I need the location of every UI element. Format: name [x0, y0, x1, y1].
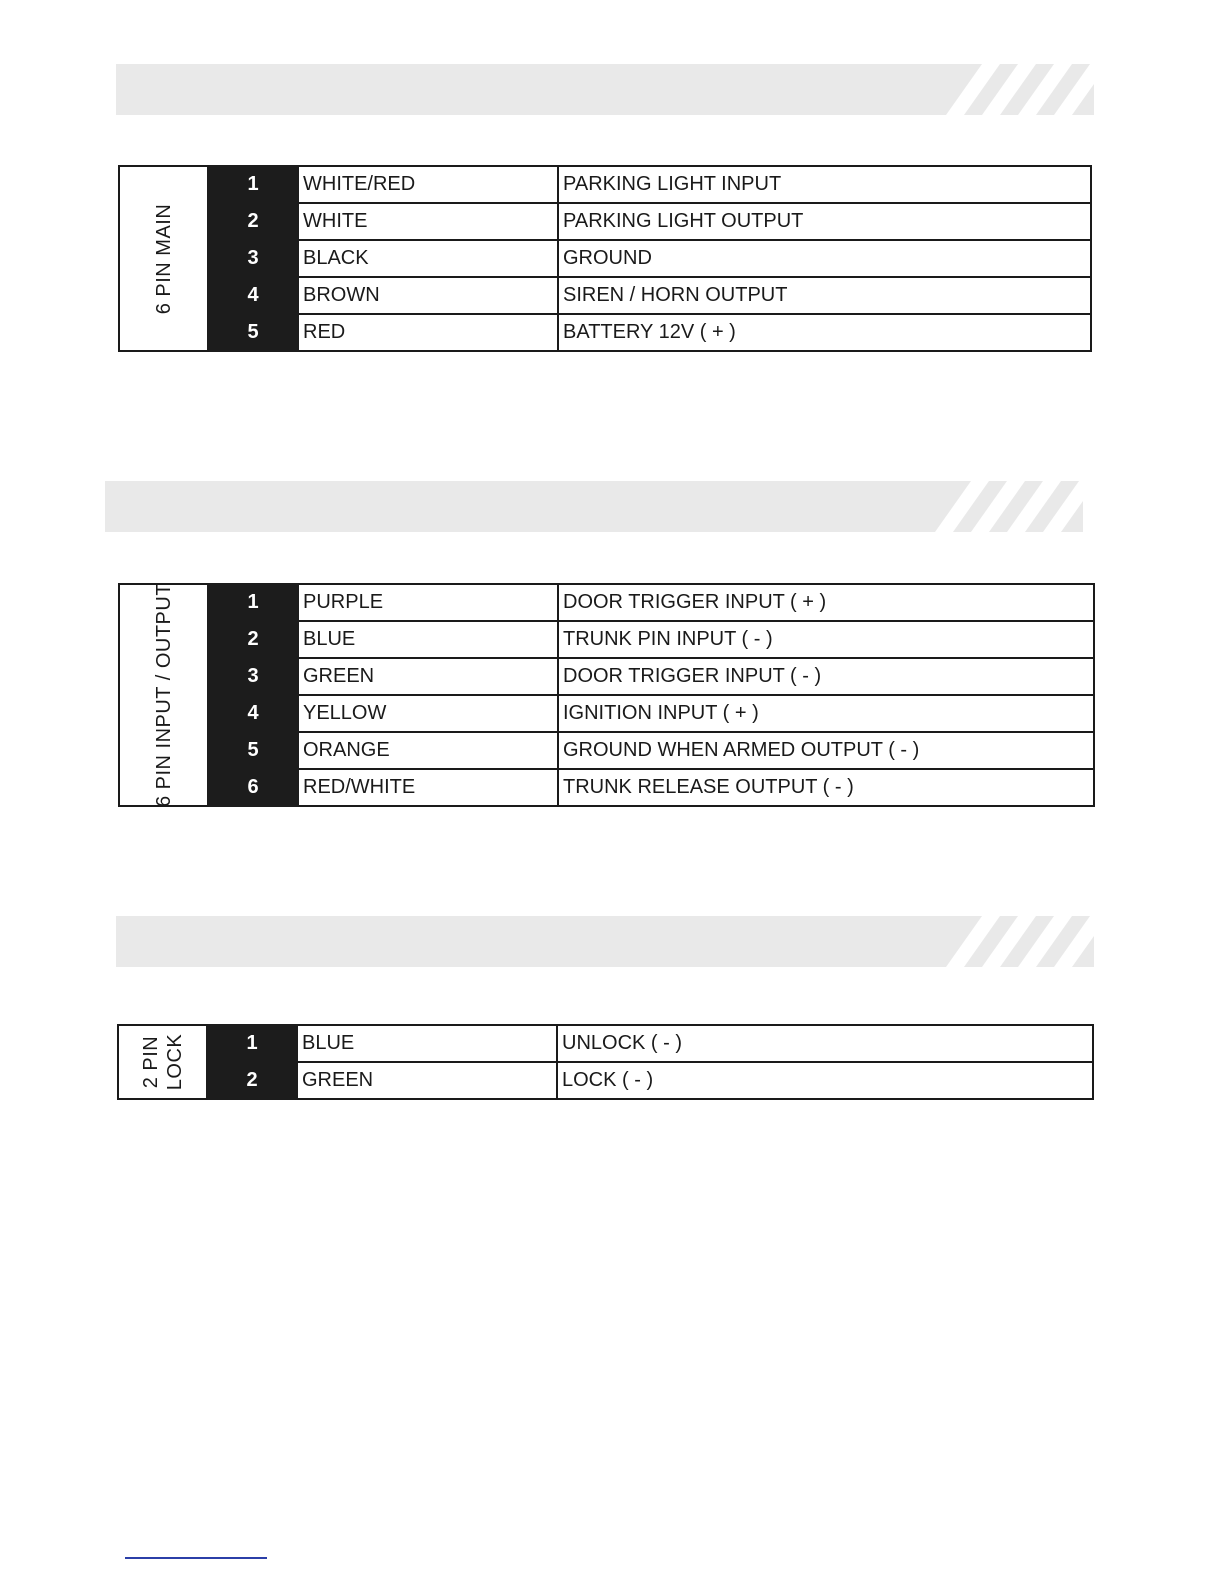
wire-color: GREEN — [298, 658, 558, 695]
wire-function: IGNITION INPUT ( + ) — [558, 695, 1094, 732]
wire-function: TRUNK PIN INPUT ( - ) — [558, 621, 1094, 658]
stripe-decoration — [923, 481, 1083, 532]
wire-function: GROUND — [558, 240, 1091, 277]
table-row — [119, 166, 1091, 203]
wire-color: WHITE — [298, 203, 558, 240]
wire-function: TRUNK RELEASE OUTPUT ( - ) — [558, 769, 1094, 806]
table-row — [119, 695, 1094, 732]
wire-color: BLACK — [298, 240, 558, 277]
connector-label-line: LOCK — [163, 1033, 186, 1091]
section-banner-2 — [105, 481, 1083, 532]
pin-number: 3 — [208, 240, 298, 277]
wire-color: RED/WHITE — [298, 769, 558, 806]
table-row — [119, 584, 1094, 621]
wiring-table-2-pin-lock — [117, 1024, 1094, 1100]
table-row — [118, 1062, 1093, 1099]
table-row — [119, 203, 1091, 240]
pin-number: 2 — [208, 621, 298, 658]
pin-number: 4 — [208, 695, 298, 732]
connector-label — [139, 1034, 187, 1090]
pin-number: 2 — [207, 1062, 297, 1099]
stripe-decoration — [934, 64, 1094, 115]
table-row — [119, 732, 1094, 769]
wire-color: YELLOW — [298, 695, 558, 732]
pin-number: 2 — [208, 203, 298, 240]
pin-number: 1 — [208, 166, 298, 203]
pin-number: 4 — [208, 277, 298, 314]
wire-function: SIREN / HORN OUTPUT — [558, 277, 1091, 314]
connector-label-line: 2 PIN — [139, 1035, 162, 1089]
table-row — [119, 769, 1094, 806]
wire-function: DOOR TRIGGER INPUT ( - ) — [558, 658, 1094, 695]
wire-color: BLUE — [298, 621, 558, 658]
pin-number: 1 — [208, 584, 298, 621]
table-row — [119, 314, 1091, 351]
pin-number: 3 — [208, 658, 298, 695]
wire-color: ORANGE — [298, 732, 558, 769]
wire-color: WHITE/RED — [298, 166, 558, 203]
wire-function: UNLOCK ( - ) — [557, 1025, 1093, 1062]
pin-number: 6 — [208, 769, 298, 806]
footer-line — [125, 1557, 267, 1559]
wire-color: GREEN — [297, 1062, 557, 1099]
wire-function: GROUND WHEN ARMED OUTPUT ( - ) — [558, 732, 1094, 769]
stripe-decoration — [934, 916, 1094, 967]
table-row — [119, 621, 1094, 658]
wire-function: DOOR TRIGGER INPUT ( + ) — [558, 584, 1094, 621]
wire-function: BATTERY 12V ( + ) — [558, 314, 1091, 351]
wire-color: BROWN — [298, 277, 558, 314]
connector-label: 6 PIN INPUT / OUTPUT — [152, 582, 175, 808]
table-row — [119, 658, 1094, 695]
connector-label: 6 PIN MAIN — [152, 203, 175, 314]
wiring-table-6-pin-main — [118, 165, 1092, 352]
pin-number: 1 — [207, 1025, 297, 1062]
connector-label-cell — [119, 584, 208, 806]
wire-function: LOCK ( - ) — [557, 1062, 1093, 1099]
section-banner-1 — [116, 64, 1094, 115]
wire-color: BLUE — [297, 1025, 557, 1062]
wire-color: PURPLE — [298, 584, 558, 621]
pin-number: 5 — [208, 314, 298, 351]
table-row — [119, 240, 1091, 277]
section-banner-3 — [116, 916, 1094, 967]
wire-color: RED — [298, 314, 558, 351]
wiring-table-6-pin-input-output — [118, 583, 1095, 807]
pin-number: 5 — [208, 732, 298, 769]
connector-label-cell — [118, 1025, 207, 1099]
table-row — [119, 277, 1091, 314]
table-row — [118, 1025, 1093, 1062]
wire-function: PARKING LIGHT INPUT — [558, 166, 1091, 203]
wire-function: PARKING LIGHT OUTPUT — [558, 203, 1091, 240]
connector-label-cell — [119, 166, 208, 351]
